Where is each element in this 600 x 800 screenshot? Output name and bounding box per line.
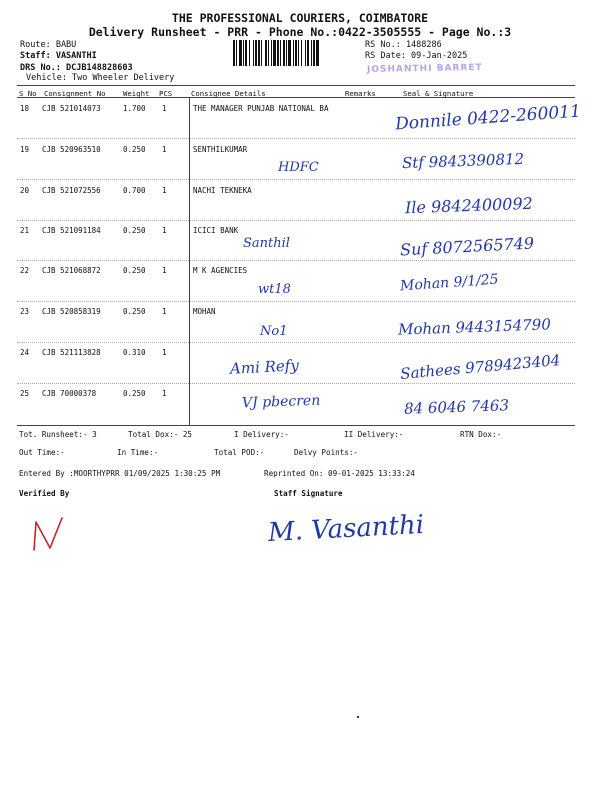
row-consignee: THE MANAGER PUNJAB NATIONAL BA bbox=[193, 104, 329, 113]
row-remark-handwriting: Santhil bbox=[243, 236, 290, 251]
row-sno: 19 bbox=[20, 145, 30, 154]
row-remark-handwriting: VJ pbecren bbox=[241, 392, 321, 412]
row-divider bbox=[17, 301, 575, 302]
stamp: JOSHANTHI BARRET bbox=[366, 62, 483, 76]
entered-by: Entered By :MOORTHYPRR 01/09/2025 1:30:25 PM bbox=[19, 469, 221, 478]
rs-number: RS No.: 1488286 bbox=[365, 40, 442, 50]
row-sno: 24 bbox=[20, 348, 30, 357]
row-consignment: CJB 521068872 bbox=[42, 266, 101, 275]
row-consignee: ICICI BANK bbox=[193, 226, 239, 235]
row-signature: Mohan 9443154790 bbox=[397, 315, 552, 339]
total-runsheet: Tot. Runsheet:- 3 bbox=[19, 430, 97, 439]
rtn-dox: RTN Dox:- bbox=[460, 430, 502, 439]
total-dox: Total Dox:- 25 bbox=[128, 430, 193, 439]
i-delivery: I Delivery:- bbox=[234, 430, 289, 439]
row-weight: 0.310 bbox=[123, 348, 146, 357]
verification-mark-icon bbox=[28, 512, 72, 556]
in-time: In Time:- bbox=[117, 448, 159, 457]
drs-label: DRS No.: DCJB148828603 bbox=[20, 63, 133, 73]
row-divider bbox=[17, 260, 575, 261]
row-weight: 1.700 bbox=[123, 104, 146, 113]
row-consignment: CJB 520963510 bbox=[42, 145, 101, 154]
verified-by: Verified By bbox=[19, 489, 70, 498]
row-pcs: 1 bbox=[162, 226, 167, 235]
vehicle-label: Vehicle: Two Wheeler Delivery bbox=[26, 73, 175, 83]
ii-delivery: II Delivery:- bbox=[344, 430, 404, 439]
row-pcs: 1 bbox=[162, 389, 167, 398]
row-remark-handwriting: wt18 bbox=[258, 282, 291, 297]
row-pcs: 1 bbox=[162, 186, 167, 195]
row-sno: 25 bbox=[20, 389, 30, 398]
row-signature: Donnile 0422-260011 bbox=[394, 101, 582, 135]
col-consignment: Consignment No bbox=[44, 89, 106, 98]
row-consignee: NACHI TEKNEKA bbox=[193, 186, 252, 195]
row-sno: 23 bbox=[20, 307, 30, 316]
row-weight: 0.250 bbox=[123, 226, 146, 235]
total-pod: Total POD:- bbox=[214, 448, 265, 457]
reprinted-on: Reprinted On: 09-01-2025 13:33:24 bbox=[264, 469, 415, 478]
route-label: Route: BABU bbox=[20, 40, 77, 50]
col-pcs: PCS bbox=[159, 89, 173, 98]
row-divider bbox=[17, 342, 575, 343]
staff-label: Staff: VASANTHI bbox=[20, 51, 97, 61]
row-signature: Stf 9843390812 bbox=[401, 149, 525, 173]
row-sno: 18 bbox=[20, 104, 30, 113]
row-weight: 0.250 bbox=[123, 389, 146, 398]
row-weight: 0.250 bbox=[123, 266, 146, 275]
col-remarks: Remarks bbox=[345, 89, 376, 98]
row-sno: 22 bbox=[20, 266, 30, 275]
staff-signature-handwriting: M. Vasanthi bbox=[267, 509, 425, 549]
row-divider bbox=[17, 383, 575, 384]
row-signature: 84 6046 7463 bbox=[403, 396, 510, 418]
row-consignment: CJB 70000378 bbox=[42, 389, 97, 398]
company-title: THE PROFESSIONAL COURIERS, COIMBATORE bbox=[171, 11, 429, 25]
column-divider bbox=[189, 97, 190, 425]
row-divider bbox=[17, 179, 575, 180]
row-weight: 0.700 bbox=[123, 186, 146, 195]
row-pcs: 1 bbox=[162, 104, 167, 113]
table-top-border bbox=[17, 85, 575, 86]
row-consignee: SENTHILKUMAR bbox=[193, 145, 248, 154]
barcode bbox=[233, 40, 359, 66]
row-divider bbox=[17, 138, 575, 139]
col-consignee: Consignee Details bbox=[191, 89, 266, 98]
row-pcs: 1 bbox=[162, 266, 167, 275]
row-pcs: 1 bbox=[162, 145, 167, 154]
row-signature: Mohan 9/1/25 bbox=[399, 271, 500, 295]
staff-signature-label: Staff Signature bbox=[274, 489, 343, 498]
row-signature: Sathees 9789423404 bbox=[399, 351, 562, 383]
delvy-points: Delvy Points:- bbox=[294, 448, 359, 457]
rs-date: RS Date: 09-Jan-2025 bbox=[365, 51, 468, 61]
row-remark-handwriting: No1 bbox=[260, 324, 288, 339]
row-consignee: M K AGENCIES bbox=[193, 266, 248, 275]
row-consignment: CJB 521014073 bbox=[42, 104, 101, 113]
row-remark-handwriting: Ami Refy bbox=[229, 356, 300, 378]
col-sno: S No bbox=[19, 89, 37, 98]
speck bbox=[357, 716, 359, 718]
row-pcs: 1 bbox=[162, 348, 167, 357]
row-weight: 0.250 bbox=[123, 307, 146, 316]
row-consignment: CJB 521113828 bbox=[42, 348, 101, 357]
col-weight: Weight bbox=[123, 89, 150, 98]
row-consignment: CJB 521072556 bbox=[42, 186, 101, 195]
row-signature: Ile 9842400092 bbox=[404, 193, 534, 218]
out-time: Out Time:- bbox=[19, 448, 65, 457]
col-seal-signature: Seal & Signature bbox=[403, 89, 474, 98]
table-bottom-border bbox=[17, 425, 575, 426]
row-sno: 21 bbox=[20, 226, 30, 235]
runsheet-subtitle: Delivery Runsheet - PRR - Phone No.:0422-3505555 - Page No.:3 bbox=[88, 25, 512, 39]
row-weight: 0.250 bbox=[123, 145, 146, 154]
row-signature: Suf 8072565749 bbox=[399, 233, 535, 260]
row-consignment: CJB 520858319 bbox=[42, 307, 101, 316]
row-consignee: MOHAN bbox=[193, 307, 216, 316]
row-sno: 20 bbox=[20, 186, 30, 195]
row-remark-handwriting: HDFC bbox=[278, 160, 319, 175]
row-divider bbox=[17, 220, 575, 221]
row-pcs: 1 bbox=[162, 307, 167, 316]
row-consignment: CJB 521091184 bbox=[42, 226, 101, 235]
